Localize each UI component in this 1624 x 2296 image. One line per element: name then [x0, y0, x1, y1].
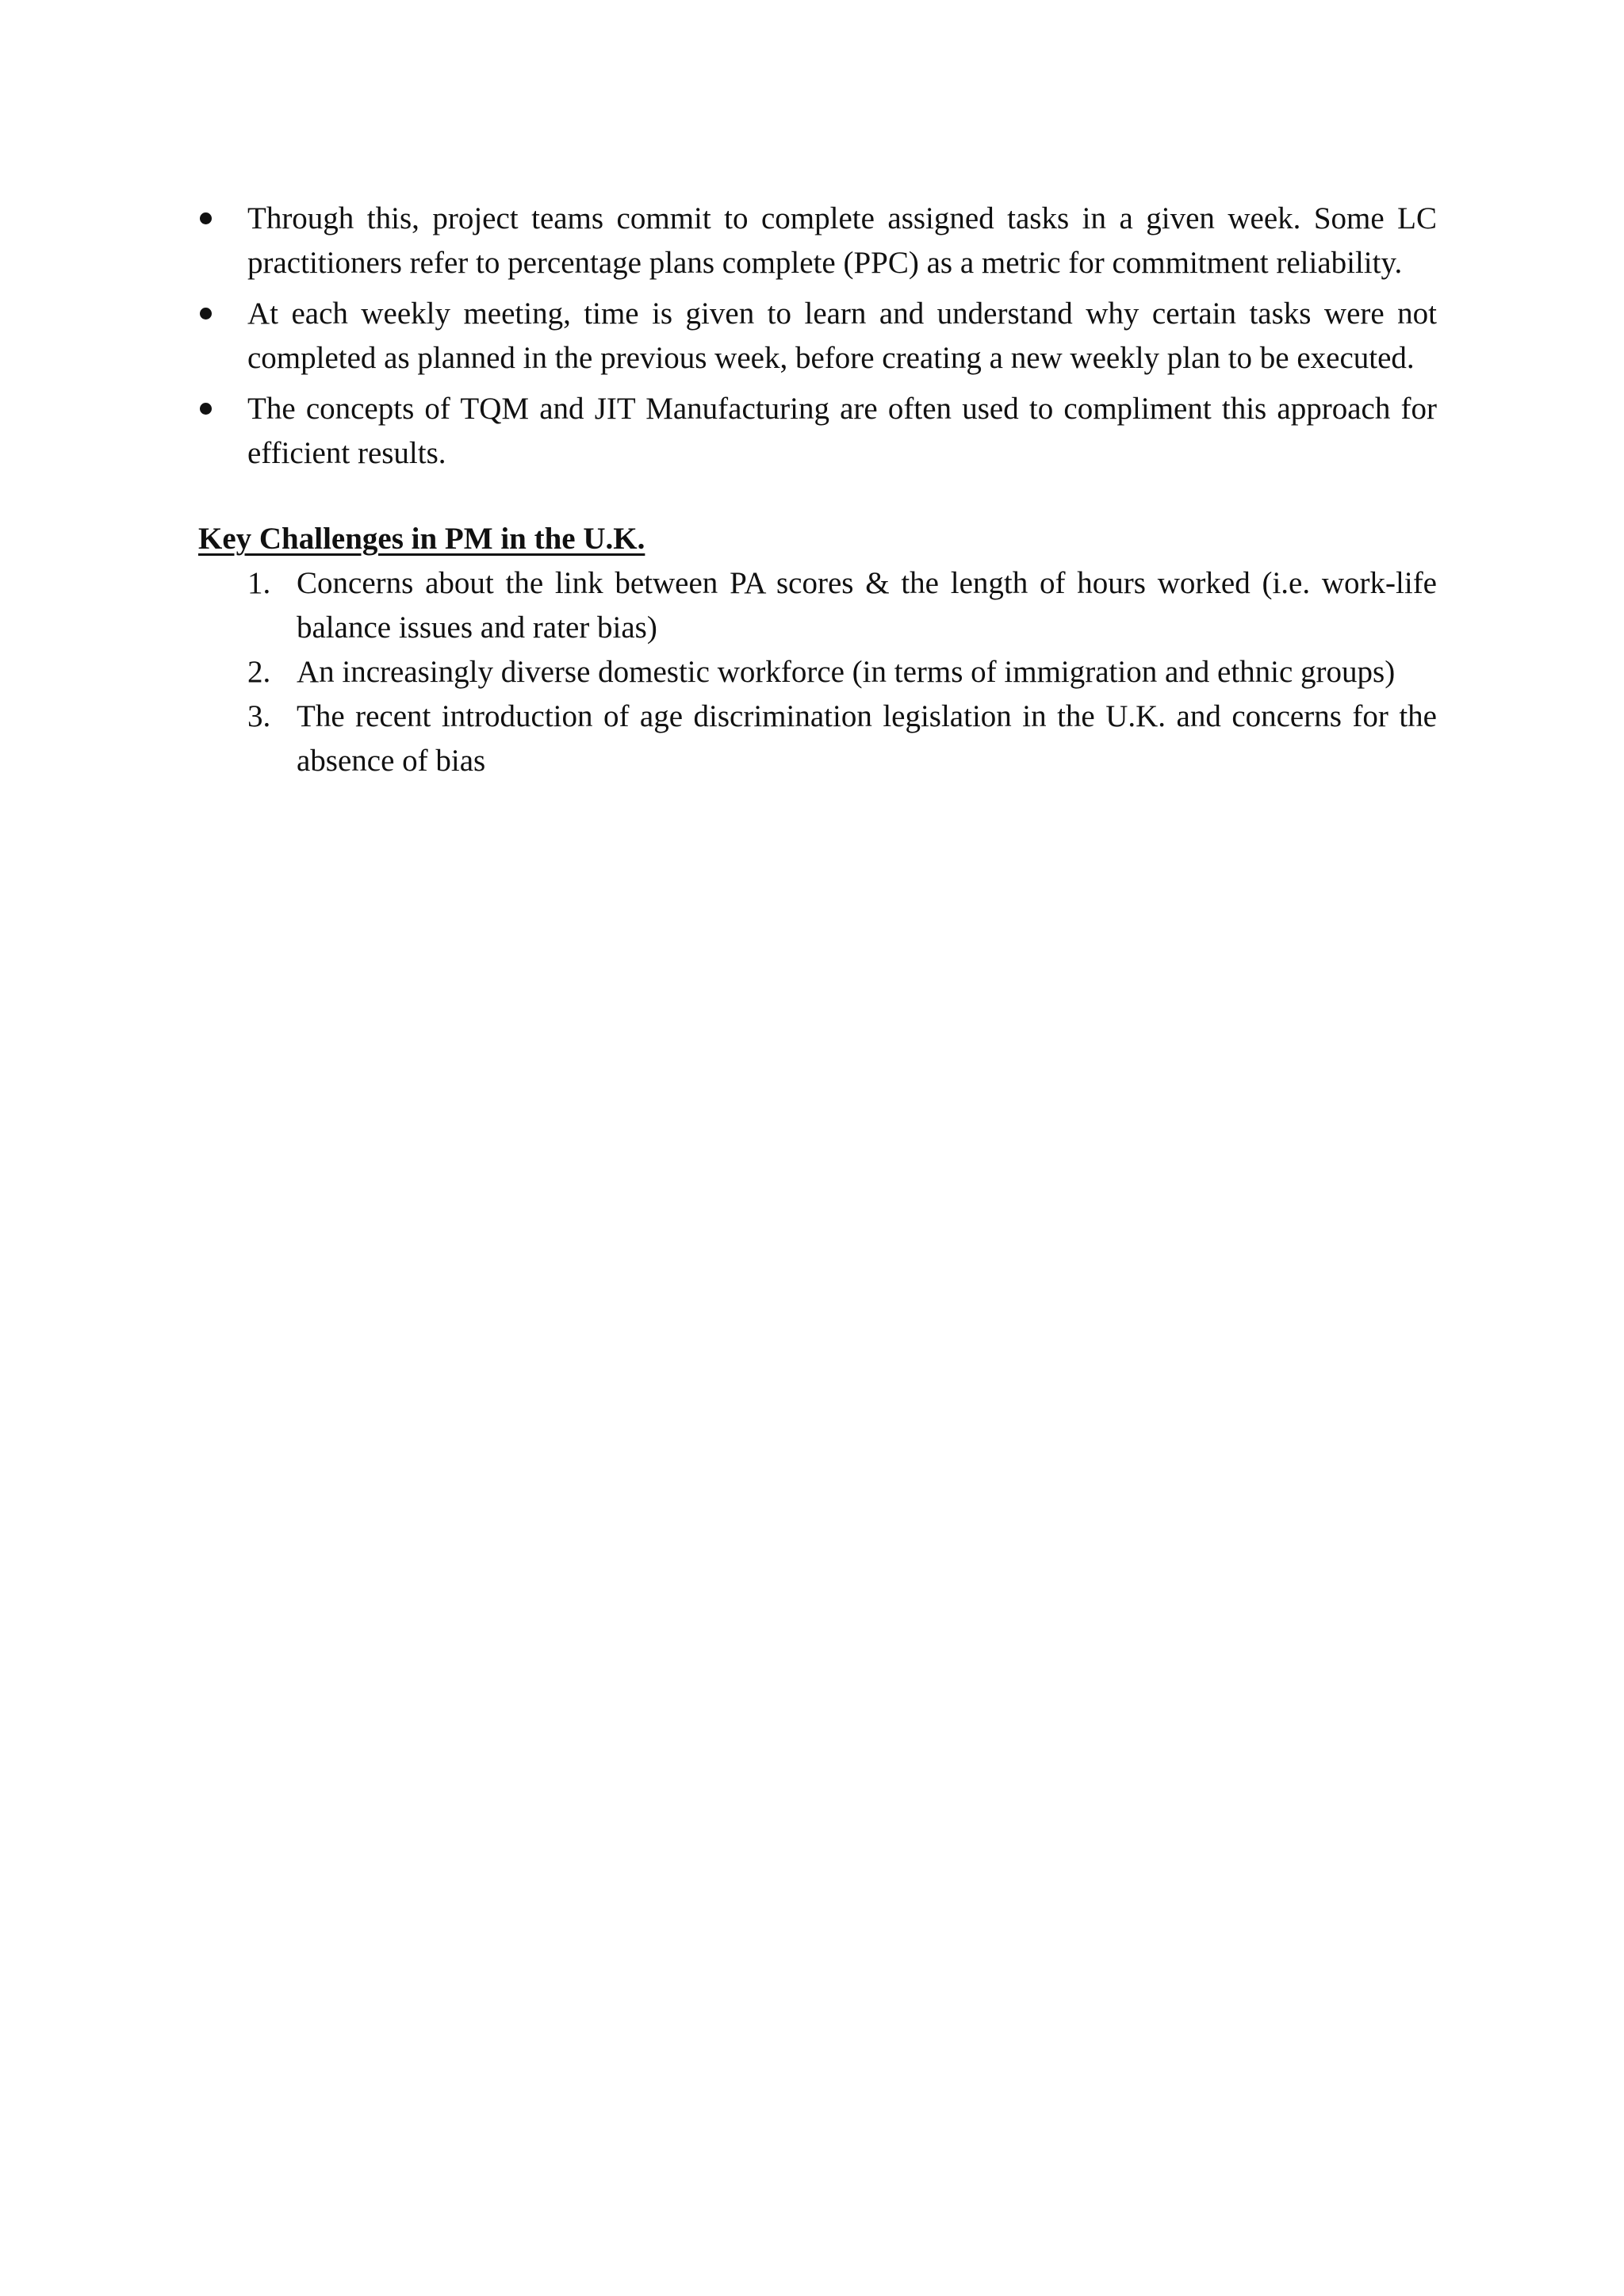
numbered-item [198, 561, 1437, 650]
item-number: 2. [247, 655, 271, 689]
numbered-item [198, 695, 1437, 783]
section-heading: Key Challenges in PM in the U.K. [198, 522, 645, 556]
bullet-item [198, 197, 1437, 285]
item-text: An increasingly diverse domestic workforce (in terms of immigration and ethnic groups) [297, 655, 1396, 689]
item-number: 3. [247, 699, 271, 733]
bullet-list [198, 197, 1437, 476]
bullet-item [198, 292, 1437, 381]
bullet-text: The concepts of TQM and JIT Manufacturing are often used to compliment this approach for efficient results. [247, 392, 1437, 470]
bullet-dot-icon [200, 308, 212, 320]
item-text: Concerns about the link between PA scores & the length of hours worked (i.e. work-life balance issues and rater bias) [297, 566, 1437, 645]
numbered-list [198, 561, 1437, 783]
page-content [198, 197, 1437, 783]
numbered-item [198, 650, 1437, 695]
bullet-text: At each weekly meeting, time is given to learn and understand why certain tasks were not completed as planned in the previous week, before creating a new weekly plan to be executed. [247, 297, 1437, 375]
item-text: The recent introduction of age discrimination legislation in the U.K. and concerns for the absence of bias [297, 699, 1437, 778]
bullet-text: Through this, project teams commit to complete assigned tasks in a given week. Some LC practitioners refer to percentage plans complete (PPC) as a metric for commitment reliability. [247, 201, 1437, 280]
bullet-item [198, 387, 1437, 476]
bullet-dot-icon [200, 212, 212, 224]
item-number: 1. [247, 566, 271, 600]
bullet-dot-icon [200, 403, 212, 415]
